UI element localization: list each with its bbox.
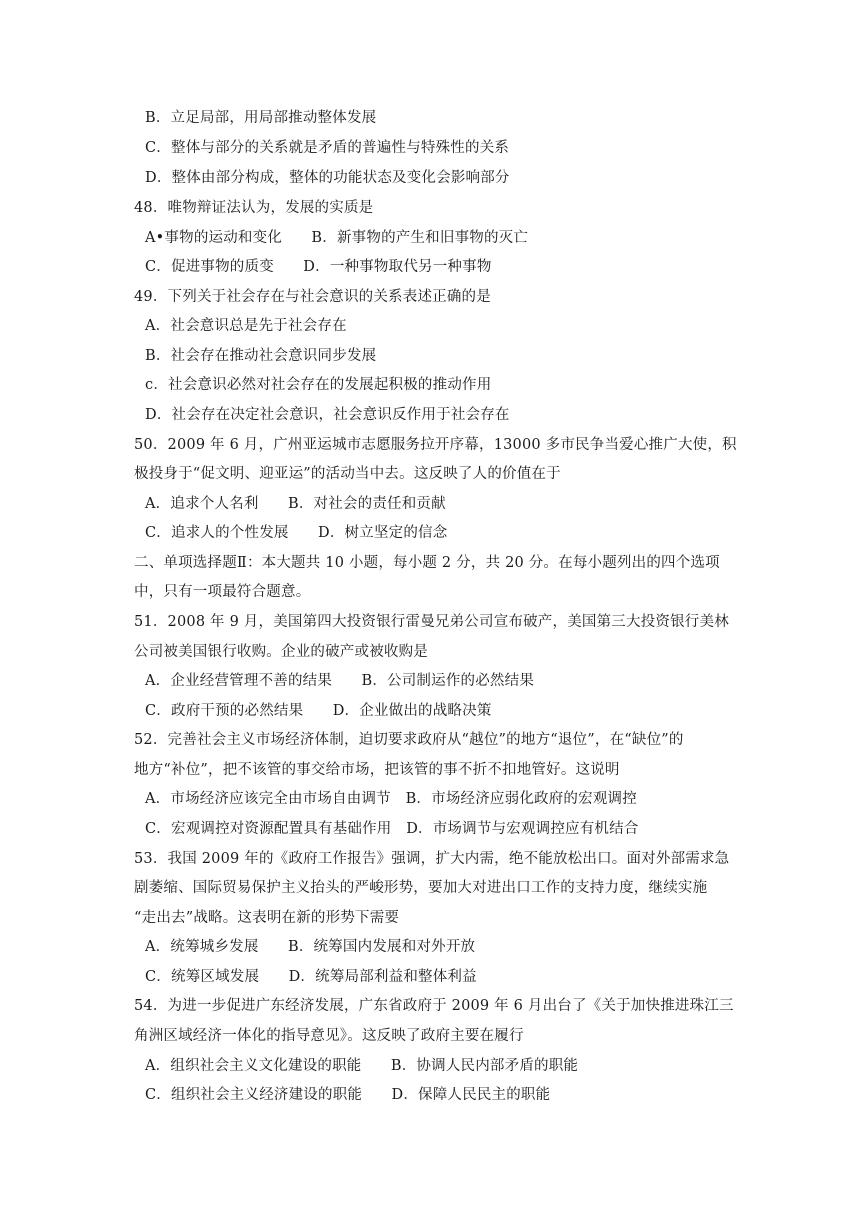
question-line: 角洲区域经济一体化的指导意见》。这反映了政府主要在履行 (134, 1028, 524, 1044)
option-line: B．立足局部，用局部推动整体发展 (145, 110, 377, 126)
option-line: A．追求个人名利 B．对社会的责任和贡献 (145, 496, 446, 512)
question-line: 48．唯物辩证法认为，发展的实质是 (134, 200, 374, 216)
option-line: C．宏观调控对资源配置具有基础作用 D．市场调节与宏观调控应有机结合 (145, 821, 639, 837)
option-line: C．促进事物的质变 D．一种事物取代另一种事物 (145, 259, 492, 275)
question-line: 53．我国 2009 年的《政府工作报告》强调，扩大内需，绝不能放松出口。面对外部需求急 (134, 851, 730, 867)
question-line: 地方“补位”，把不该管的事交给市场，把该管的事不折不扣地管好。这说明 (134, 762, 620, 778)
section-heading-line: 二、单项选择题Ⅱ：本大题共 10 小题，每小题 2 分，共 20 分。在每小题列出的四个选项 (134, 555, 720, 571)
question-line: 公司被美国银行收购。企业的破产或被收购是 (134, 644, 428, 660)
option-line: D．整体由部分构成，整体的功能状态及变化会影响部分 (145, 170, 510, 186)
option-line: A．社会意识总是先于社会存在 (145, 318, 347, 334)
question-line: 51．2008 年 9 月，美国第四大投资银行雷曼兄弟公司宣布破产，美国第三大投资银行美林 (134, 614, 729, 630)
question-line: 52．完善社会主义市场经济体制，迫切要求政府从“越位”的地方“退位”，在“缺位”的 (134, 732, 684, 748)
question-line: 剧萎缩、国际贸易保护主义抬头的严峻形势，要加大对进出口工作的支持力度，继续实施 (134, 880, 708, 896)
option-line: A．统筹城乡发展 B．统筹国内发展和对外开放 (145, 939, 476, 955)
question-line: “走出去”战略。这表明在新的形势下需要 (134, 910, 400, 926)
option-line: C．政府干预的必然结果 D．企业做出的战略决策 (145, 703, 492, 719)
option-line: D．社会存在决定社会意识，社会意识反作用于社会存在 (145, 407, 510, 423)
question-line: 49．下列关于社会存在与社会意识的关系表述正确的是 (134, 289, 491, 305)
option-line: C．整体与部分的关系就是矛盾的普遍性与特殊性的关系 (145, 140, 510, 156)
question-line: 极投身于“促文明、迎亚运”的活动当中去。这反映了人的价值在于 (134, 466, 561, 482)
option-line: A．组织社会主义文化建设的职能 B．协调人民内部矛盾的职能 (145, 1058, 579, 1074)
question-line: 50．2009 年 6 月，广州亚运城市志愿服务拉开序幕，13000 多市民争当爱心推广大使，积 (134, 437, 737, 453)
option-line: c．社会意识必然对社会存在的发展起积极的推动作用 (145, 377, 492, 393)
option-line: B．社会存在推动社会意识同步发展 (145, 348, 377, 364)
section-heading-line: 中，只有一项最符合题意。 (134, 584, 311, 600)
option-line: C．统筹区域发展 D．统筹局部利益和整体利益 (145, 969, 477, 985)
option-line: C．追求人的个性发展 D．树立坚定的信念 (145, 525, 448, 541)
option-line: A•事物的运动和变化 B．新事物的产生和旧事物的灭亡 (145, 230, 529, 246)
option-line: A．企业经营管理不善的结果 B．公司制运作的必然结果 (145, 673, 535, 689)
option-line: A．市场经济应该完全由市场自由调节 B．市场经济应弱化政府的宏观调控 (145, 791, 637, 807)
option-line: C．组织社会主义经济建设的职能 D．保障人民民主的职能 (145, 1087, 551, 1103)
question-line: 54．为进一步促进广东经济发展，广东省政府于 2009 年 6 月出台了《关于加快推进珠江三 (134, 998, 734, 1014)
